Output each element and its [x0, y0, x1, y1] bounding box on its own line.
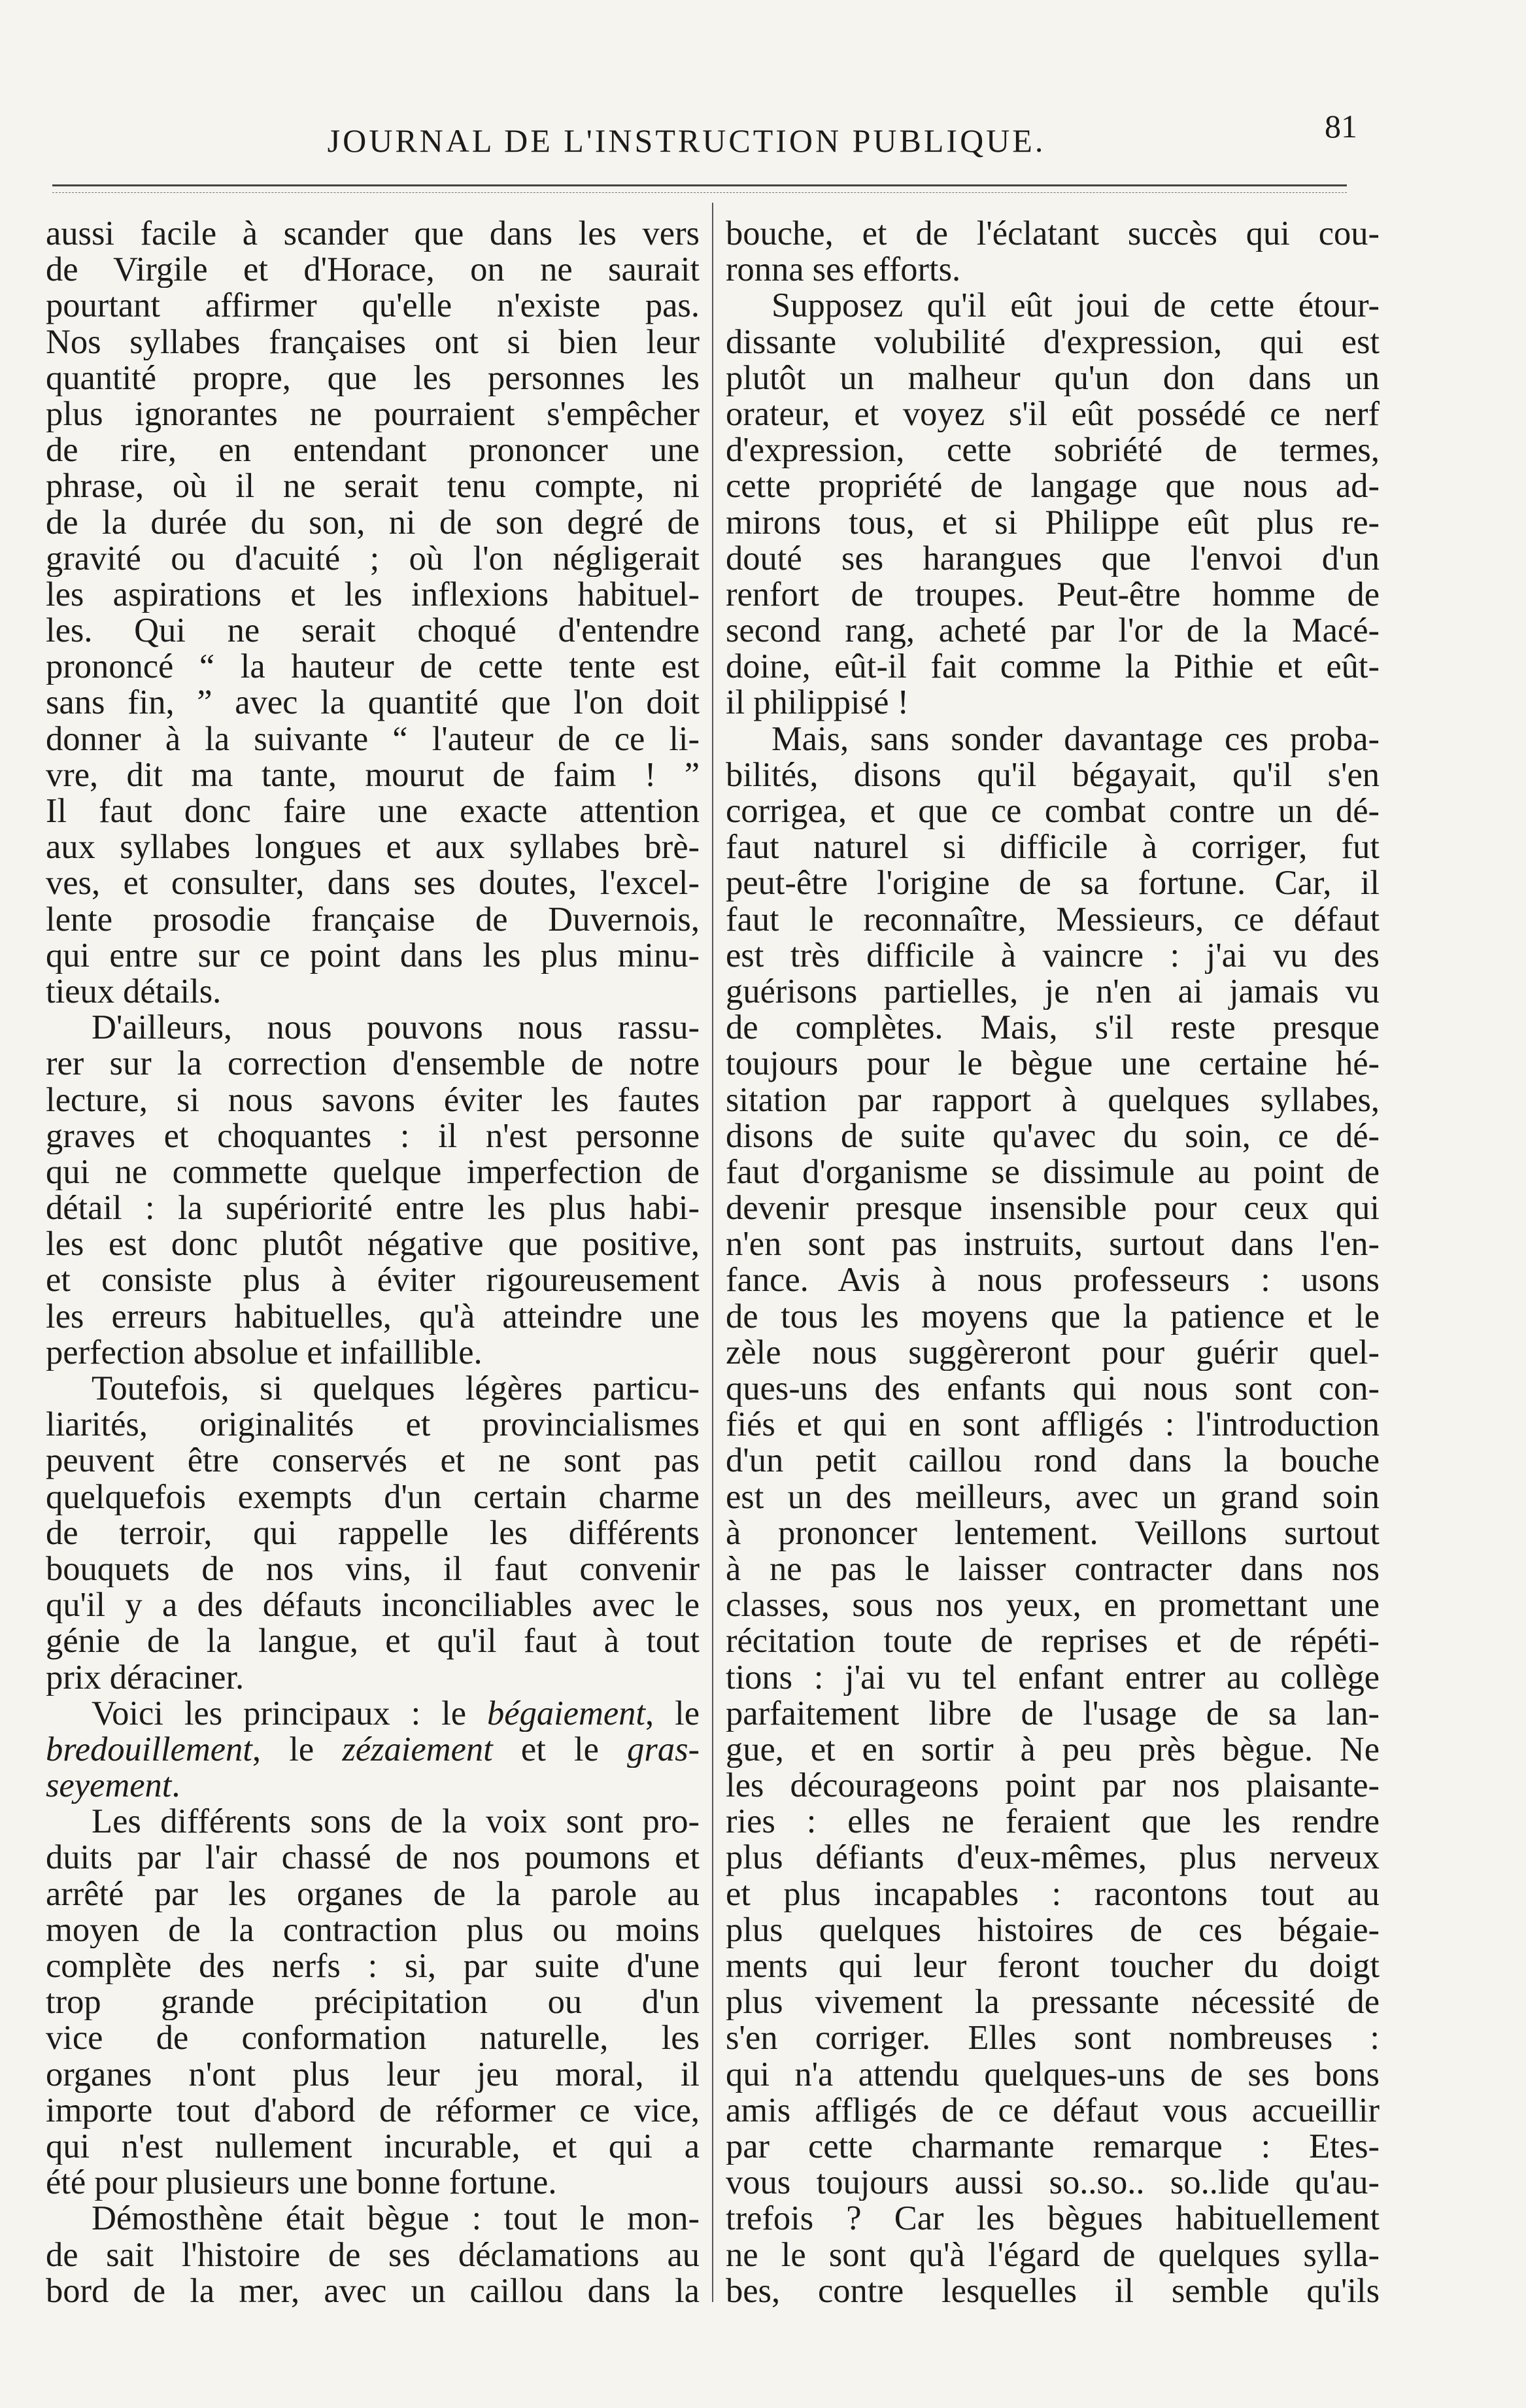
- text-line: faut naturel si difficile à corriger, fut: [726, 829, 1380, 866]
- text-line: aux syllabes longues et aux syllabes brè-: [46, 829, 700, 866]
- text-line: vre, dit ma tante, mourut de faim ! ”: [46, 757, 700, 793]
- running-title: JOURNAL DE L'INSTRUCTION PUBLIQUE.: [327, 122, 1046, 159]
- text-line: dissante volubilité d'expression, qui est: [726, 324, 1380, 360]
- text-line: second rang, acheté par l'or de la Macé-: [726, 613, 1380, 649]
- text-line: devenir presque insensible pour ceux qui: [726, 1190, 1380, 1227]
- text-line: doine, eût-il fait comme la Pithie et eût-: [726, 649, 1380, 685]
- text-line: moyen de la contraction plus ou moins: [46, 1912, 700, 1948]
- text-line: de la durée du son, ni de son degré de: [46, 504, 700, 541]
- text-line: génie de la langue, et qu'il faut à tout: [46, 1623, 700, 1660]
- text-line: plus quelques histoires de ces bégaie-: [726, 1912, 1380, 1948]
- text-line: graves et choquantes : il n'est personne: [46, 1118, 700, 1154]
- text-line: bord de la mer, avec un caillou dans la: [46, 2273, 700, 2309]
- left-column: [46, 216, 700, 2309]
- text-line: peuvent être conservés et ne sont pas: [46, 1443, 700, 1479]
- text-line: arrêté par les organes de la parole au: [46, 1876, 700, 1912]
- right-column: [726, 216, 1380, 2309]
- text-line: de terroir, qui rappelle les différents: [46, 1515, 700, 1551]
- text-line: mirons tous, et si Philippe eût plus re-: [726, 504, 1380, 541]
- text-line: quantité propre, que les personnes les: [46, 360, 700, 396]
- text-line: renfort de troupes. Peut-être homme de: [726, 576, 1380, 613]
- text-line: de tous les moyens que la patience et le: [726, 1298, 1380, 1335]
- text-line: prix déraciner.: [46, 1659, 245, 1696]
- text-line: cette propriété de langage que nous ad-: [726, 468, 1380, 505]
- text-line: Nos syllabes françaises ont si bien leur: [46, 324, 700, 360]
- text-line: faut le reconnaître, Messieurs, ce défaut: [726, 901, 1380, 938]
- text-line: et consiste plus à éviter rigoureusement: [46, 1262, 700, 1299]
- text-line: d'un petit caillou rond dans la bouche: [726, 1443, 1380, 1479]
- text-line: peut-être l'origine de sa fortune. Car, il: [726, 865, 1380, 902]
- text-line: Démosthène était bègue : tout le mon-: [92, 2201, 700, 2237]
- text-line: importe tout d'abord de réformer ce vice,: [46, 2092, 700, 2129]
- text-line: les est donc plutôt négative que positive,: [46, 1226, 700, 1263]
- text-line: vice de conformation naturelle, les: [46, 2020, 700, 2057]
- text-line: d'expression, cette sobriété de termes,: [726, 432, 1380, 469]
- text-line: les erreurs habituelles, qu'à atteindre une: [46, 1298, 700, 1335]
- text-line: douté ses harangues que l'envoi d'un: [726, 540, 1380, 577]
- text-line: amis affligés de ce défaut vous accueillir: [726, 2092, 1380, 2129]
- text-line: fiés et qui en sont affligés : l'introduction: [726, 1407, 1380, 1443]
- text-line: est un des meilleurs, avec un grand soin: [726, 1479, 1380, 1515]
- text-line: s'en corriger. Elles sont nombreuses :: [726, 2020, 1380, 2057]
- text-line: et plus incapables : racontons tout au: [726, 1876, 1380, 1912]
- text-line: corrigea, et que ce combat contre un dé-: [726, 793, 1380, 830]
- text-line: à ne pas le laisser contracter dans nos: [726, 1551, 1380, 1588]
- header-rule: [52, 184, 1347, 186]
- text-line: Toutefois, si quelques légères particu-: [92, 1371, 700, 1407]
- text-line: ne le sont qu'à l'égard de quelques sylla-: [726, 2237, 1380, 2273]
- text-line: Il faut donc faire une exacte attention: [46, 793, 700, 830]
- text-line: qui entre sur ce point dans les plus minu-: [46, 937, 700, 974]
- text-line: de rire, en entendant prononcer une: [46, 432, 700, 469]
- text-line: duits par l'air chassé de nos poumons et: [46, 1840, 700, 1876]
- text-line: qui n'a attendu quelques-uns de ses bons: [726, 2056, 1380, 2093]
- text-line: est très difficile à vaincre : j'ai vu des: [726, 937, 1380, 974]
- text-line: trefois ? Car les bègues habituellement: [726, 2201, 1380, 2237]
- text-line: il philippisé !: [726, 685, 909, 721]
- text-line: donner à la suivante “ l'auteur de ce li-: [46, 721, 700, 757]
- text-line: gue, et en sortir à peu près bègue. Ne: [726, 1731, 1380, 1768]
- text-line: bredouillement, le zézaiement et le gras-: [46, 1731, 700, 1768]
- text-line: liarités, originalités et provincialismes: [46, 1407, 700, 1443]
- text-line: pourtant affirmer qu'elle n'existe pas.: [46, 288, 700, 324]
- text-line: sitation par rapport à quelques syllabes,: [726, 1082, 1380, 1118]
- column-divider: [712, 203, 713, 2302]
- text-line: bouche, et de l'éclatant succès qui cou-: [726, 216, 1380, 252]
- text-line: les aspirations et les inflexions habituel-: [46, 576, 700, 613]
- text-line: récitation toute de reprises et de répéti-: [726, 1623, 1380, 1660]
- text-line: complète des nerfs : si, par suite d'une: [46, 1948, 700, 1985]
- text-line: bilités, disons qu'il bégayait, qu'il s'en: [726, 757, 1380, 793]
- text-line: bes, contre lesquelles il semble qu'ils: [726, 2273, 1380, 2309]
- text-line: de Virgile et d'Horace, on ne saurait: [46, 252, 700, 288]
- text-line: Les différents sons de la voix sont pro-: [92, 1804, 700, 1840]
- text-line: vous toujours aussi so..so.. so..lide qu'au-: [726, 2165, 1380, 2201]
- text-line: parfaitement libre de l'usage de sa lan-: [726, 1695, 1380, 1732]
- text-line: qui n'est nullement incurable, et qui a: [46, 2128, 700, 2165]
- text-line: lecture, si nous savons éviter les fautes: [46, 1082, 700, 1118]
- text-line: plutôt un malheur qu'un don dans un: [726, 360, 1380, 396]
- text-line: ronna ses efforts.: [726, 252, 961, 288]
- text-line: perfection absolue et infaillible.: [46, 1334, 483, 1371]
- text-line: phrase, où il ne serait tenu compte, ni: [46, 468, 700, 505]
- text-line: faut d'organisme se dissimule au point de: [726, 1154, 1380, 1191]
- text-line: qui ne commette quelque imperfection de: [46, 1154, 700, 1191]
- text-line: D'ailleurs, nous pouvons nous rassu-: [92, 1010, 700, 1046]
- text-line: détail : la supériorité entre les plus habi-: [46, 1190, 700, 1227]
- text-line: sans fin, ” avec la quantité que l'on doit: [46, 685, 700, 721]
- text-line: guérisons partielles, je n'en ai jamais vu: [726, 973, 1380, 1010]
- text-line: trop grande précipitation ou d'un: [46, 1984, 700, 2021]
- text-line: les. Qui ne serait choqué d'entendre: [46, 613, 700, 649]
- text-line: disons de suite qu'avec du soin, ce dé-: [726, 1118, 1380, 1154]
- text-line: tions : j'ai vu tel enfant entrer au collège: [726, 1659, 1380, 1696]
- page-number: 81: [1325, 108, 1357, 145]
- text-line: les décourageons point par nos plaisante-: [726, 1768, 1380, 1804]
- text-line: classes, sous nos yeux, en promettant une: [726, 1587, 1380, 1624]
- text-line: bouquets de nos vins, il faut convenir: [46, 1551, 700, 1588]
- text-line: orateur, et voyez s'il eût possédé ce nerf: [726, 396, 1380, 433]
- text-line: Mais, sans sonder davantage ces proba-: [771, 721, 1380, 757]
- text-line: Supposez qu'il eût joui de cette étour-: [771, 288, 1380, 324]
- text-line: à prononcer lentement. Veillons surtout: [726, 1515, 1380, 1551]
- text-line: quelquefois exempts d'un certain charme: [46, 1479, 700, 1515]
- text-line: par cette charmante remarque : Etes-: [726, 2128, 1380, 2165]
- text-line: Voici les principaux : le bégaiement, le: [92, 1695, 700, 1732]
- text-line: seyement.: [46, 1768, 180, 1804]
- text-line: prononcé “ la hauteur de cette tente est: [46, 649, 700, 685]
- text-line: plus défiants d'eux-mêmes, plus nerveux: [726, 1840, 1380, 1876]
- text-line: toujours pour le bègue une certaine hé-: [726, 1046, 1380, 1082]
- text-line: ves, et consulter, dans ses doutes, l'excel-: [46, 865, 700, 902]
- text-line: fance. Avis à nous professeurs : usons: [726, 1262, 1380, 1299]
- text-line: n'en sont pas instruits, surtout dans l'en-: [726, 1226, 1380, 1263]
- text-line: rer sur la correction d'ensemble de notre: [46, 1046, 700, 1082]
- text-line: ques-uns des enfants qui nous sont con-: [726, 1371, 1380, 1407]
- text-line: ments qui leur feront toucher du doigt: [726, 1948, 1380, 1985]
- text-line: lente prosodie française de Duvernois,: [46, 901, 700, 938]
- text-line: organes n'ont plus leur jeu moral, il: [46, 2056, 700, 2093]
- text-line: gravité ou d'acuité ; où l'on négligerait: [46, 540, 700, 577]
- text-line: ries : elles ne feraient que les rendre: [726, 1804, 1380, 1840]
- text-line: été pour plusieurs une bonne fortune.: [46, 2165, 557, 2201]
- text-line: qu'il y a des défauts inconciliables avec le: [46, 1587, 700, 1624]
- text-line: de sait l'histoire de ses déclamations au: [46, 2237, 700, 2273]
- header-rule-secondary: [52, 192, 1347, 193]
- text-line: tieux détails.: [46, 973, 222, 1010]
- text-line: plus ignorantes ne pourraient s'empêcher: [46, 396, 700, 433]
- text-line: de complètes. Mais, s'il reste presque: [726, 1010, 1380, 1046]
- text-line: plus vivement la pressante nécessité de: [726, 1984, 1380, 2021]
- text-line: zèle nous suggèreront pour guérir quel-: [726, 1334, 1380, 1371]
- text-line: aussi facile à scander que dans les vers: [46, 216, 700, 252]
